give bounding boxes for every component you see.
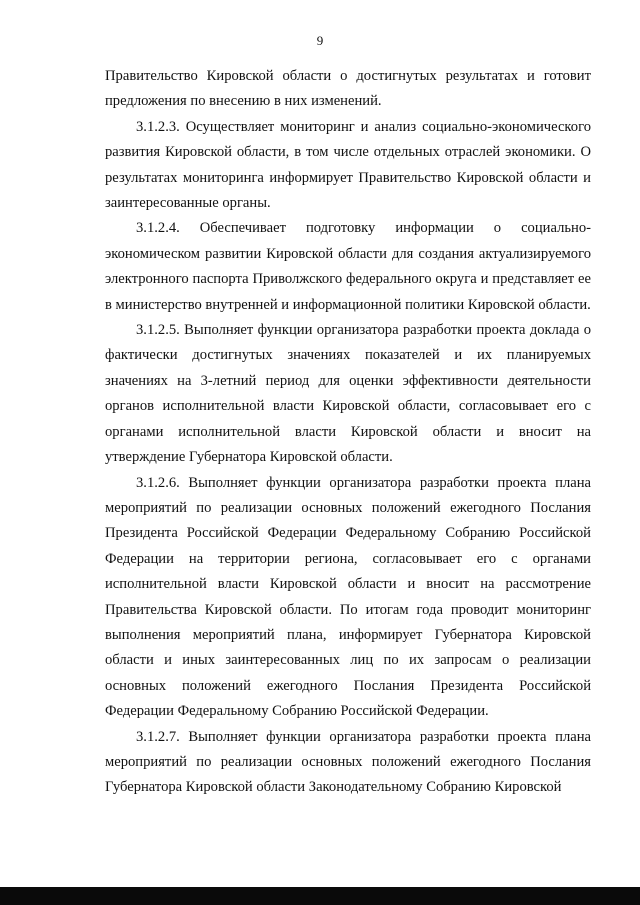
document-body: [105, 64, 591, 801]
page-number: 9: [316, 33, 324, 48]
paragraph-continuation: Правительство Кировской области о достигнутых результатах и готовит предложения по внесению в них изменений.: [105, 68, 591, 110]
paragraph-3-1-2-4: 3.1.2.4. Обеспечивает подготовку информации о социально-экономическом развитии Кировской области для создания актуализируемого электронного паспорта Приволжского федерального округа и представляет ее в министерство внутренней и информационной политики Кировской области.: [105, 220, 591, 313]
scan-edge-bar: [0, 887, 640, 905]
paragraph-3-1-2-5: 3.1.2.5. Выполняет функции организатора разработки проекта доклада о фактически достигнутых значениях показателей и их планируемых значениях на 3-летний период для оценки эффективности деятельности органов исполнительной власти Кировской области, согласовывает его с органами исполнительной власти Кировской области и вносит на утверждение Губернатора Кировской области.: [105, 322, 591, 466]
paragraph-3-1-2-6: 3.1.2.6. Выполняет функции организатора разработки проекта плана мероприятий по реализации основных положений ежегодного Послания Президента Российской Федерации Федеральному Собранию Российской Федерации на территории региона, согласовывает его с органами исполнительной власти Кировской области и вносит на рассмотрение Правительства Кировской области. По итогам года проводит мониторинг выполнения мероприятий плана, информирует Губернатора Кировской области и иных заинтересованных лиц по их запросам о реализации основных положений ежегодного Послания Президента Российской Федерации Федеральному Собранию Российской Федерации.: [105, 474, 591, 720]
paragraph-3-1-2-7: 3.1.2.7. Выполняет функции организатора разработки проекта плана мероприятий по реализации основных положений ежегодного Послания Губернатора Кировской области Законодательному Собранию Кировской: [105, 728, 591, 796]
paragraph-3-1-2-3: 3.1.2.3. Осуществляет мониторинг и анализ социально-экономического развития Кировской области, в том числе отдельных отраслей экономики. О результатах мониторинга информирует Правительство Кировской области и заинтересованные органы.: [105, 118, 591, 212]
